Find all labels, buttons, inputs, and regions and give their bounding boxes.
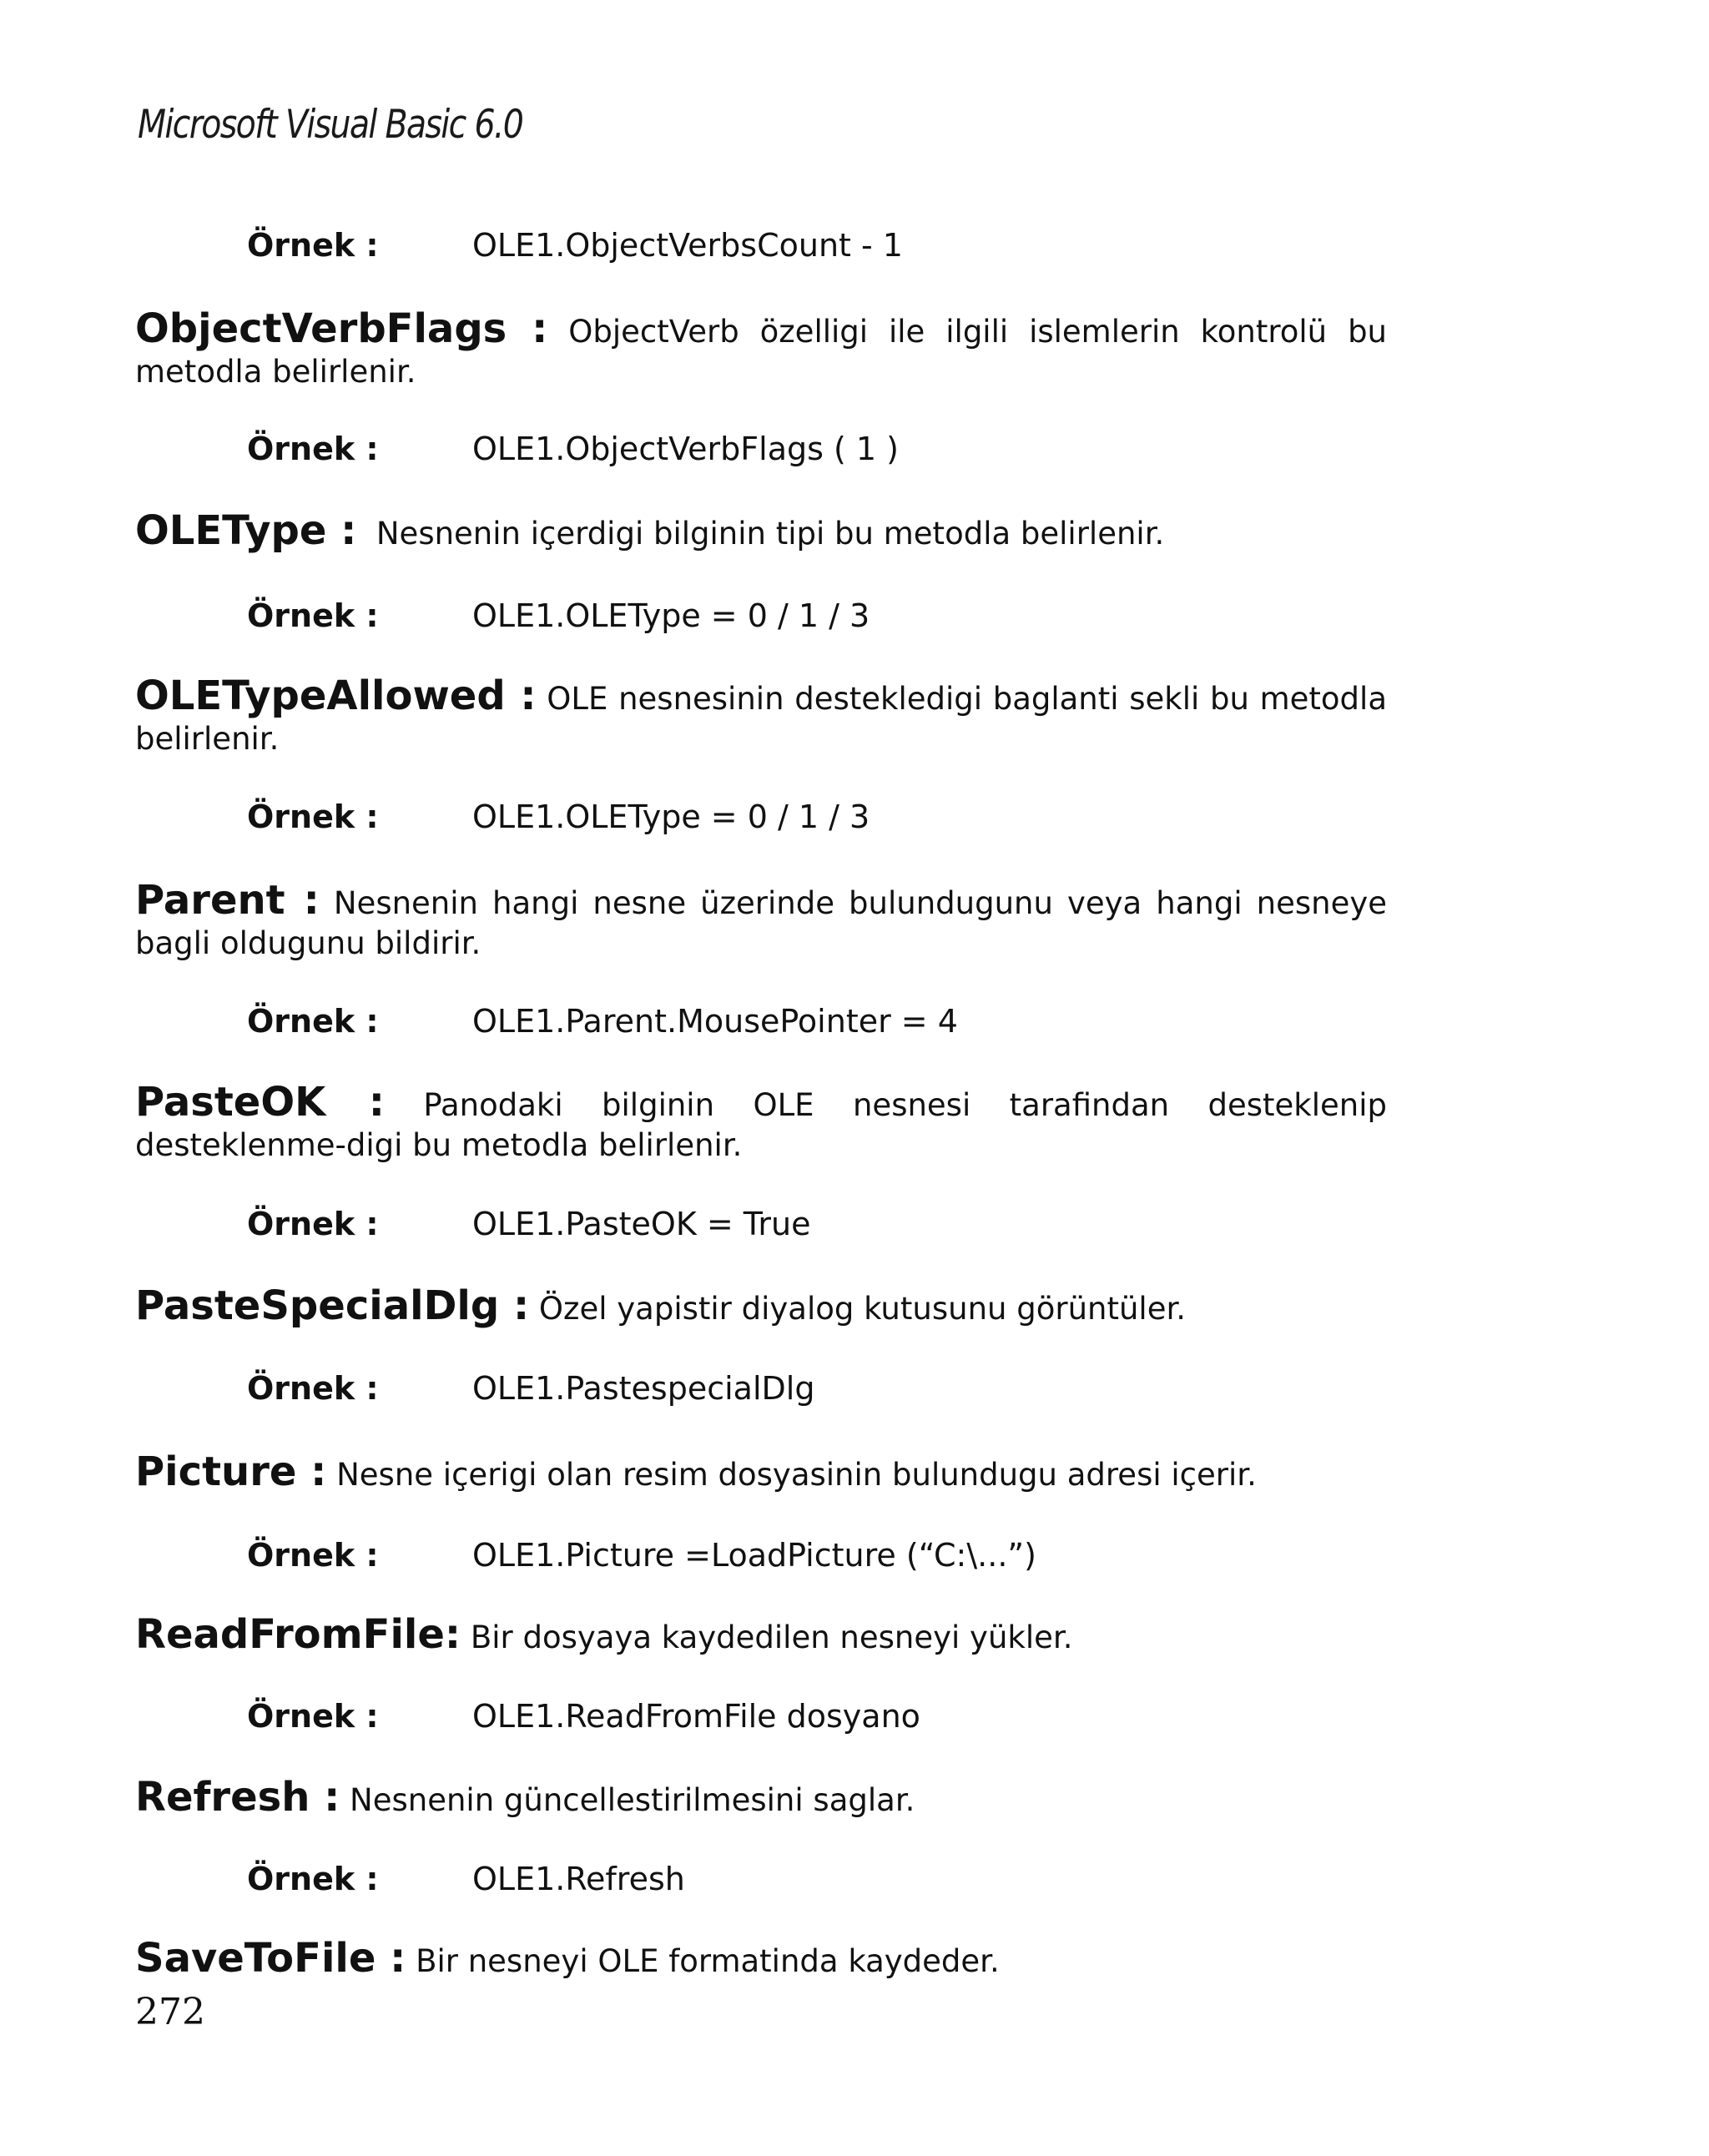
entry-term: PasteOK : (135, 1079, 385, 1126)
example-line (247, 1535, 1036, 1575)
entry-parent (135, 877, 1388, 964)
entry-description: Panodaki bilginin OLE nesnesi tarafindan desteklenip (423, 1087, 1387, 1123)
entry-term: Picture : (135, 1448, 327, 1495)
entry-description: OLE nesnesinin destekledigi baglanti sekli bu metodla (547, 681, 1387, 717)
entry-description-cont: desteklenme-digi bu metodla belirlenir. (135, 1127, 743, 1163)
entry-pastespecialdlg (135, 1282, 1387, 1329)
entry-pasteok (135, 1079, 1387, 1166)
example-label: Örnek : (247, 798, 379, 835)
entry-description: Özel yapistir diyalog kutusunu görüntüler. (538, 1291, 1187, 1327)
entry-description: Nesnenin içerdigi bilginin tipi bu metodla belirlenir. (376, 516, 1165, 552)
example-label: Örnek : (247, 1861, 379, 1897)
example-code: OLE1.Parent.MousePointer = 4 (472, 1003, 958, 1040)
example-code: OLE1.ObjectVerbsCount - 1 (472, 227, 903, 264)
entry-term: SaveToFile : (135, 1935, 406, 1982)
entry-description: Nesnenin güncellestirilmesini saglar. (350, 1782, 915, 1818)
example-code: OLE1.OLEType = 0 / 1 / 3 (472, 597, 870, 634)
example-label: Örnek : (247, 227, 379, 264)
entry-term: OLEType : (135, 507, 357, 554)
entry-term: Parent : (135, 877, 320, 924)
example-code: OLE1.ObjectVerbFlags ( 1 ) (472, 431, 899, 467)
entry-readfromfile (135, 1611, 1387, 1658)
entry-oletypeallowed (135, 672, 1387, 759)
example-code: OLE1.PasteOK = True (472, 1206, 811, 1242)
running-header: Microsoft Visual Basic 6.0 (138, 102, 523, 148)
example-code: OLE1.ReadFromFile dosyano (472, 1698, 920, 1735)
entry-description: Bir nesneyi OLE formatinda kaydeder. (416, 1943, 1000, 1979)
entry-description: Nesne içerigi olan resim dosyasinin bulundugu adresi içerir. (336, 1457, 1257, 1493)
example-label: Örnek : (247, 431, 379, 467)
example-label: Örnek : (247, 1206, 379, 1242)
entry-term: Refresh : (135, 1774, 340, 1821)
example-label: Örnek : (247, 1698, 379, 1735)
example-label: Örnek : (247, 1003, 379, 1040)
example-line (247, 1859, 685, 1899)
example-label: Örnek : (247, 1537, 379, 1574)
example-label: Örnek : (247, 597, 379, 634)
entry-description-cont: metodla belirlenir. (135, 354, 416, 390)
example-line (247, 1368, 814, 1408)
entry-term: PasteSpecialDlg : (135, 1282, 530, 1329)
example-line (247, 429, 899, 469)
example-line (247, 596, 870, 636)
entry-oletype (135, 507, 1387, 554)
entry-description-cont: belirlenir. (135, 721, 280, 757)
page-number: 272 (135, 1991, 205, 2033)
entry-description: ObjectVerb özelligi ile ilgili islemlerin kontrolü bu (568, 314, 1387, 350)
entry-objectverbflags (135, 305, 1387, 392)
example-line (247, 225, 903, 265)
example-code: OLE1.OLEType = 0 / 1 / 3 (472, 798, 870, 835)
example-line (247, 1001, 958, 1041)
entry-description: Bir dosyaya kaydedilen nesneyi yükler. (470, 1620, 1073, 1655)
entry-description-cont: bagli oldugunu bildirir. (135, 925, 481, 961)
entry-savetofile (135, 1935, 1387, 1982)
example-code: OLE1.Refresh (472, 1861, 685, 1897)
example-code: OLE1.PastespecialDlg (472, 1370, 815, 1407)
example-line (247, 1696, 920, 1736)
entry-term: OLETypeAllowed : (135, 672, 537, 719)
example-label: Örnek : (247, 1370, 379, 1407)
entry-refresh (135, 1774, 1387, 1821)
entry-term: ReadFromFile: (135, 1611, 461, 1658)
example-code: OLE1.Picture =LoadPicture (“C:\...”) (472, 1537, 1036, 1574)
example-line (247, 1204, 810, 1244)
entry-description: Nesnenin hangi nesne üzerinde bulundugunu veya hangi nesneye (333, 885, 1388, 921)
entry-term: ObjectVerbFlags : (135, 305, 548, 352)
entry-picture (135, 1448, 1387, 1495)
example-line (247, 797, 870, 837)
